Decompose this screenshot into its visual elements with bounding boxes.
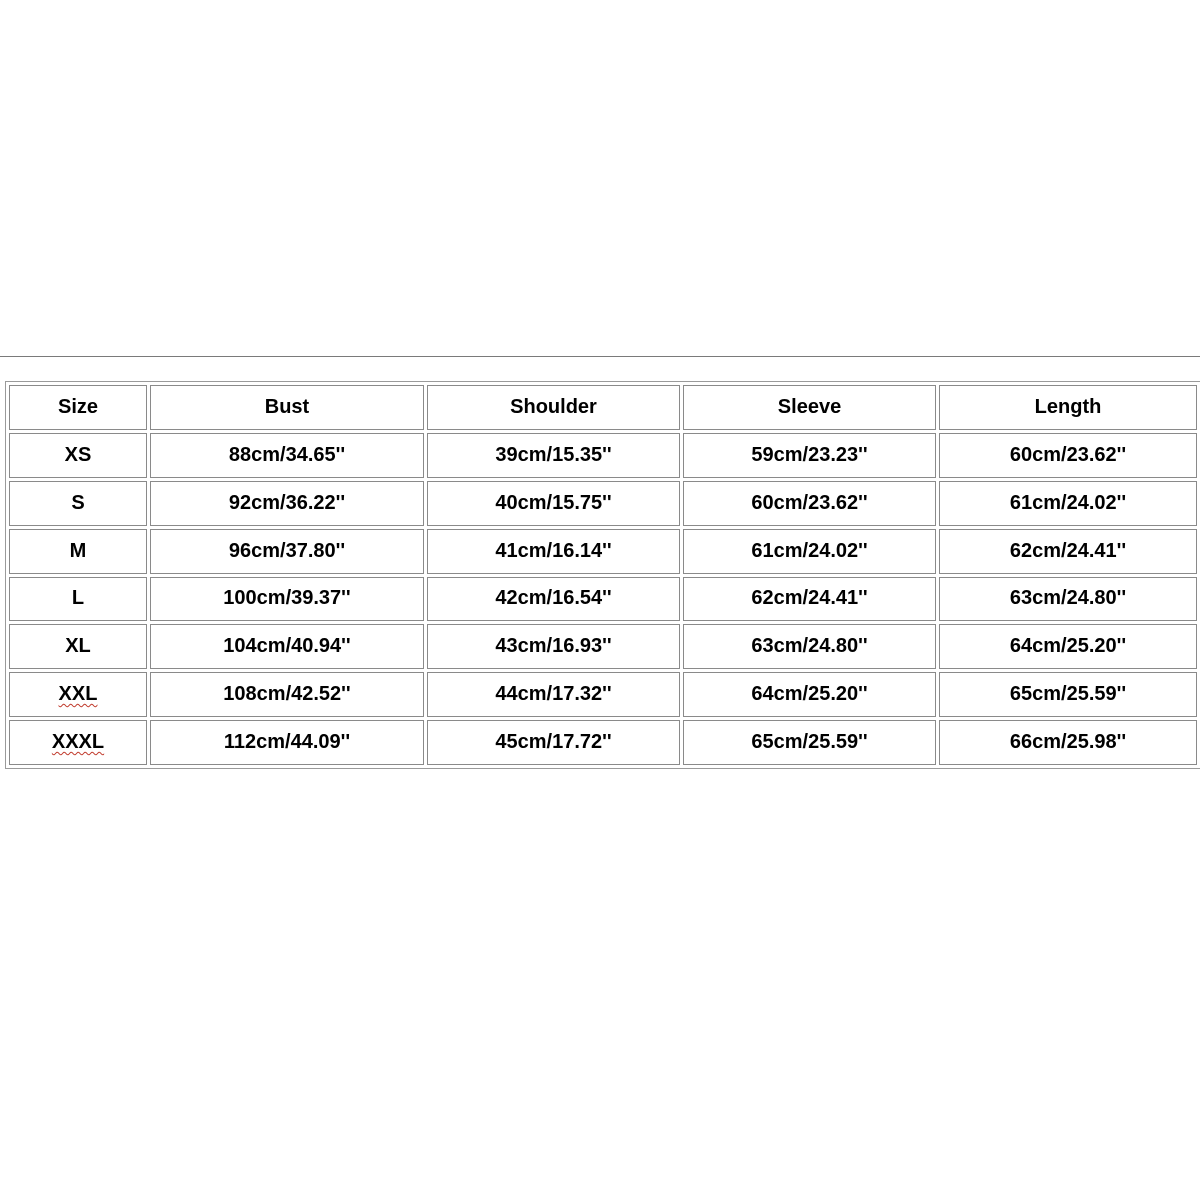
sleeve-cell: 62cm/24.41'' xyxy=(683,577,936,622)
table-row xyxy=(9,529,1197,574)
bust-cell: 96cm/37.80'' xyxy=(150,529,424,574)
sleeve-cell: 64cm/25.20'' xyxy=(683,672,936,717)
table-row xyxy=(9,577,1197,622)
size-label: XL xyxy=(65,635,91,658)
size-cell xyxy=(9,433,147,478)
header-shoulder: Shoulder xyxy=(427,385,680,430)
length-cell: 61cm/24.02'' xyxy=(939,481,1197,526)
length-cell: 66cm/25.98'' xyxy=(939,720,1197,765)
sleeve-cell: 61cm/24.02'' xyxy=(683,529,936,574)
bust-cell: 104cm/40.94'' xyxy=(150,624,424,669)
sleeve-cell: 59cm/23.23'' xyxy=(683,433,936,478)
bust-cell: 88cm/34.65'' xyxy=(150,433,424,478)
shoulder-cell: 40cm/15.75'' xyxy=(427,481,680,526)
horizontal-rule xyxy=(0,356,1200,357)
length-cell: 65cm/25.59'' xyxy=(939,672,1197,717)
sleeve-cell: 63cm/24.80'' xyxy=(683,624,936,669)
bust-cell: 92cm/36.22'' xyxy=(150,481,424,526)
header-sleeve: Sleeve xyxy=(683,385,936,430)
size-cell xyxy=(9,672,147,717)
table-row xyxy=(9,433,1197,478)
size-cell xyxy=(9,529,147,574)
shoulder-cell: 44cm/17.32'' xyxy=(427,672,680,717)
size-label: M xyxy=(69,539,87,562)
shoulder-cell: 45cm/17.72'' xyxy=(427,720,680,765)
sleeve-cell: 65cm/25.59'' xyxy=(683,720,936,765)
table-row xyxy=(9,720,1197,765)
size-label: XXL xyxy=(58,683,98,706)
shoulder-cell: 41cm/16.14'' xyxy=(427,529,680,574)
table-header-row xyxy=(9,385,1197,430)
size-cell xyxy=(9,624,147,669)
bust-cell: 112cm/44.09'' xyxy=(150,720,424,765)
table-row xyxy=(9,672,1197,717)
length-cell: 62cm/24.41'' xyxy=(939,529,1197,574)
shoulder-cell: 43cm/16.93'' xyxy=(427,624,680,669)
table-row xyxy=(9,481,1197,526)
size-cell xyxy=(9,720,147,765)
sleeve-cell: 60cm/23.62'' xyxy=(683,481,936,526)
length-cell: 63cm/24.80'' xyxy=(939,577,1197,622)
length-cell: 64cm/25.20'' xyxy=(939,624,1197,669)
shoulder-cell: 39cm/15.35'' xyxy=(427,433,680,478)
header-size: Size xyxy=(9,385,147,430)
bust-cell: 108cm/42.52'' xyxy=(150,672,424,717)
header-bust: Bust xyxy=(150,385,424,430)
size-chart-table xyxy=(5,381,1200,769)
size-cell xyxy=(9,577,147,622)
size-label: L xyxy=(71,587,85,610)
size-label: XXXL xyxy=(51,731,105,754)
length-cell: 60cm/23.62'' xyxy=(939,433,1197,478)
shoulder-cell: 42cm/16.54'' xyxy=(427,577,680,622)
header-length: Length xyxy=(939,385,1197,430)
size-label: XS xyxy=(64,443,92,466)
size-label: S xyxy=(71,491,85,514)
bust-cell: 100cm/39.37'' xyxy=(150,577,424,622)
table-row xyxy=(9,624,1197,669)
size-cell xyxy=(9,481,147,526)
